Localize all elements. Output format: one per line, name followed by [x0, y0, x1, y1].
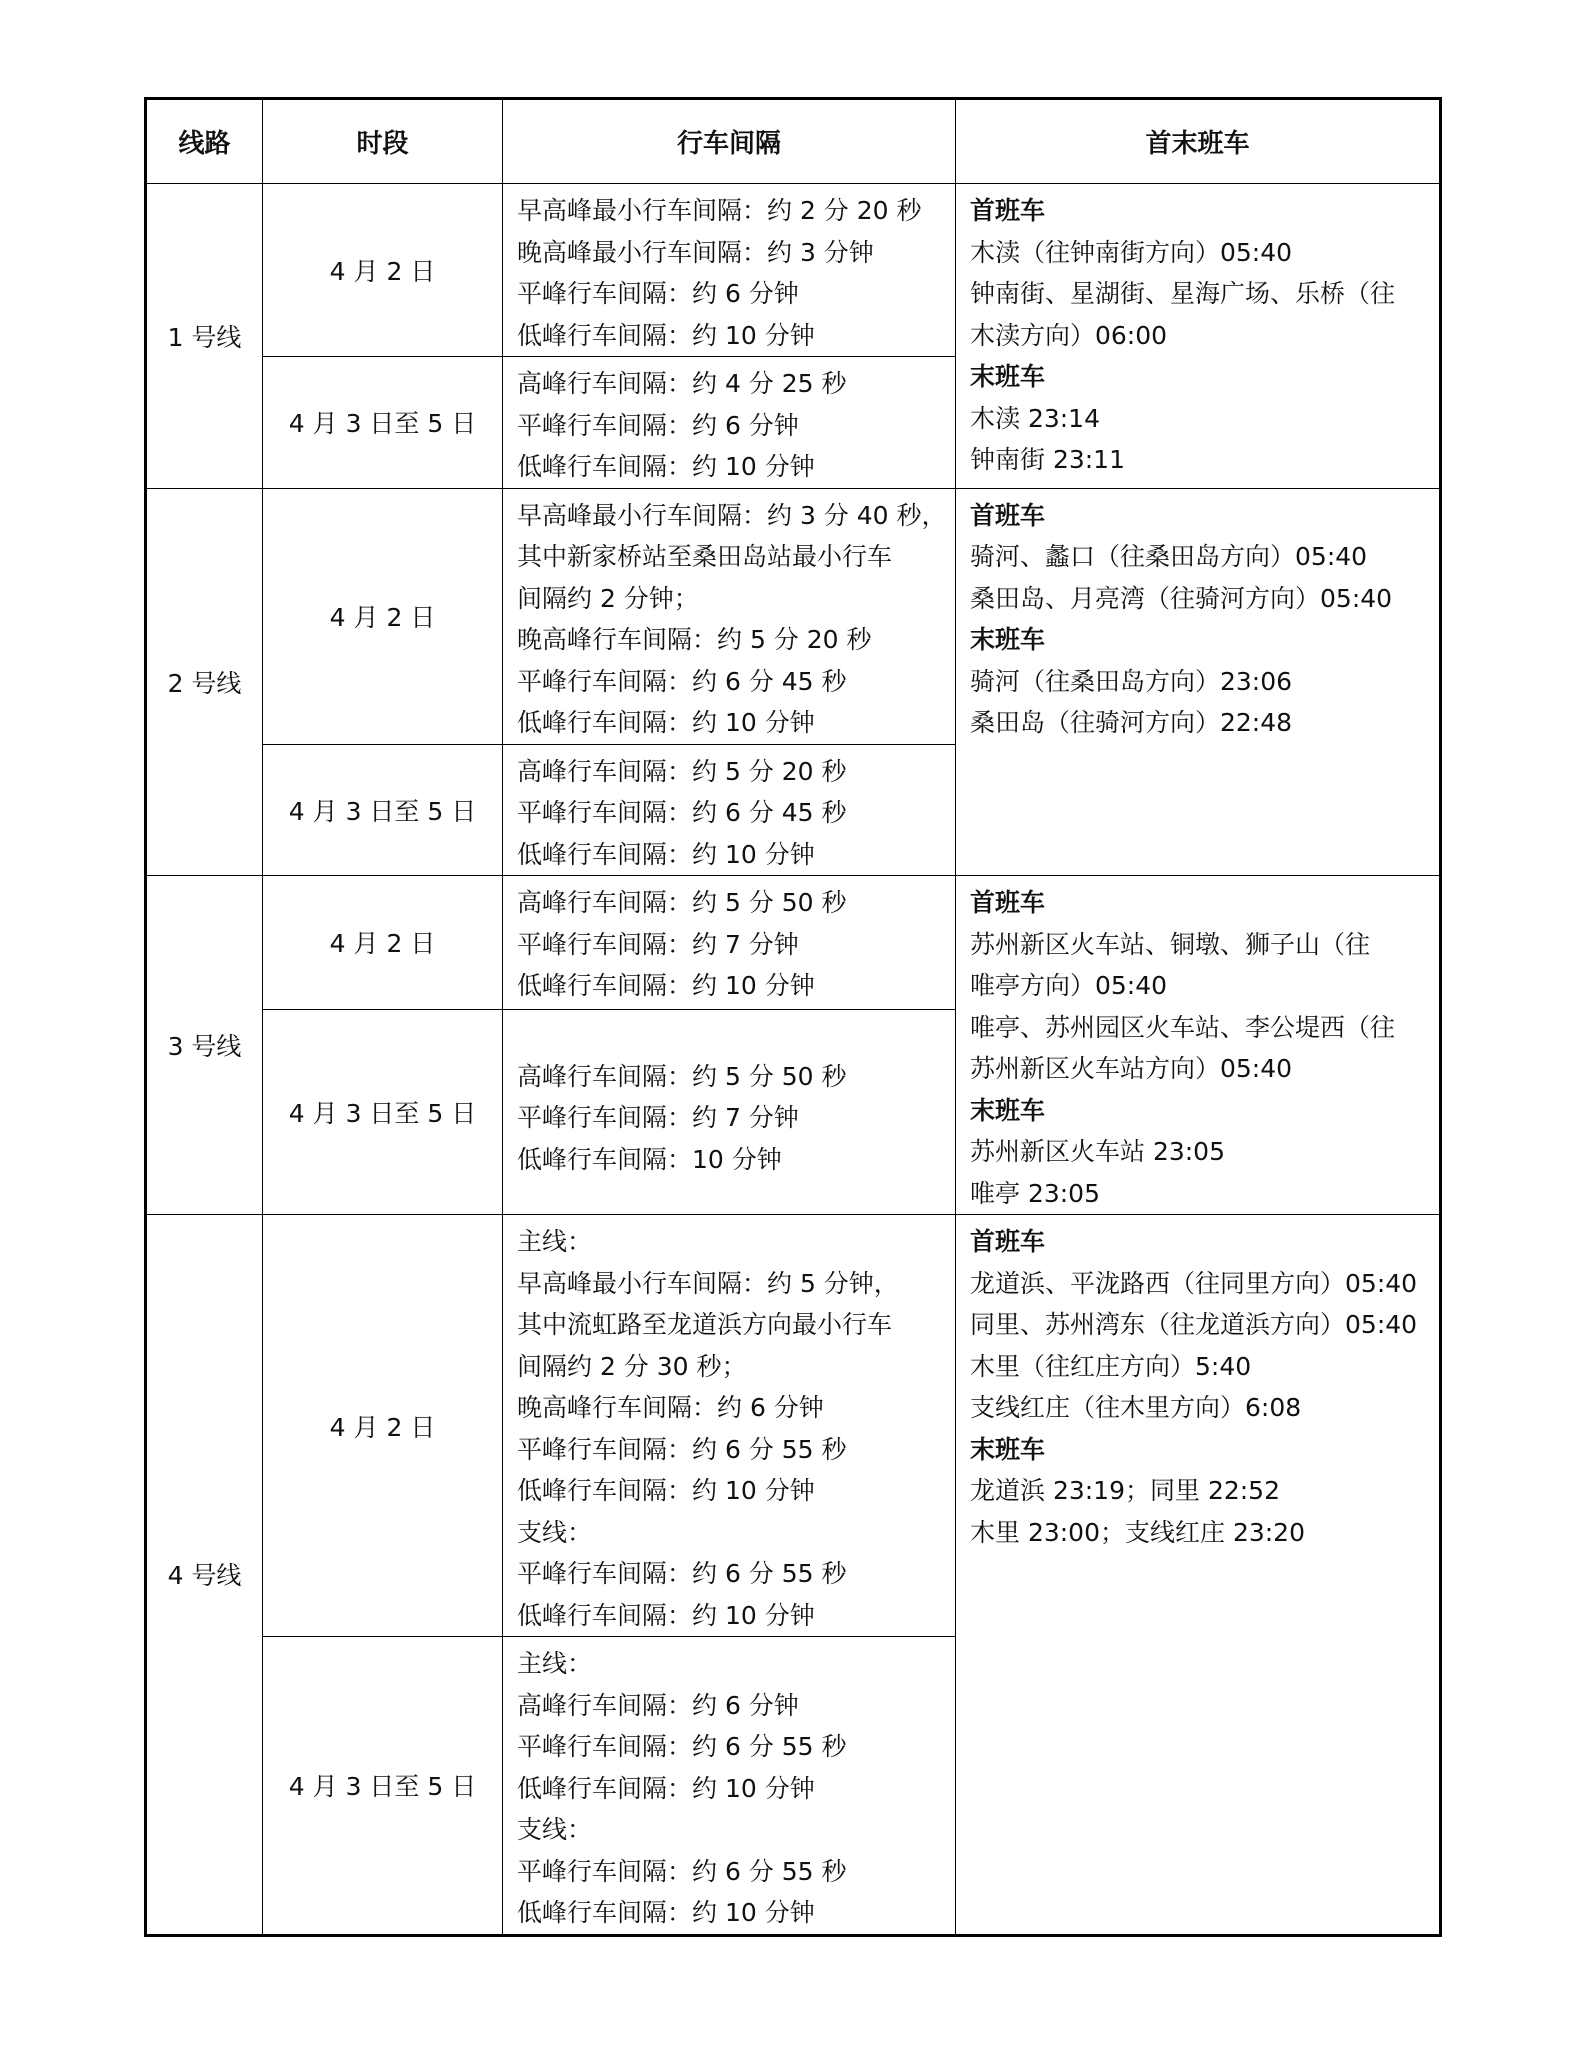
- interval-line: 支线：: [517, 1517, 593, 1547]
- period-label: 4 月 2 日: [263, 1215, 503, 1637]
- interval-line: 晚高峰行车间隔：约 6 分钟: [517, 1393, 824, 1422]
- interval-line: 间隔约 2 分钟；: [517, 583, 699, 613]
- interval-cell: [503, 1637, 956, 1936]
- interval-line: 低峰行车间隔：约 10 分钟: [517, 971, 815, 1000]
- interval-line: 平峰行车间隔：约 7 分钟: [517, 929, 799, 959]
- service-cell: [956, 876, 1441, 1215]
- service-line: 木渎 23:14: [970, 403, 1100, 433]
- interval-line: 低峰行车间隔：约 10 分钟: [517, 1476, 815, 1505]
- service-line: 苏州新区火车站方向）05:40: [970, 1054, 1293, 1083]
- interval-line: 低峰行车间隔：约 10 分钟: [517, 839, 815, 869]
- interval-line: 主线：: [517, 1227, 593, 1256]
- interval-line: 平峰行车间隔：约 6 分 55 秒: [517, 1732, 847, 1761]
- header-period: 时段: [263, 99, 503, 184]
- interval-line: 其中新家桥站至桑田岛站最小行车: [517, 542, 893, 571]
- header-row: [146, 99, 1441, 184]
- interval-line: 低峰行车间隔：约 10 分钟: [517, 1600, 815, 1630]
- interval-line: 平峰行车间隔：约 6 分 55 秒: [517, 1559, 847, 1588]
- service-cell: [956, 184, 1441, 489]
- line-name: 3 号线: [146, 876, 263, 1215]
- period-label: 4 月 2 日: [263, 488, 503, 744]
- interval-cell: [503, 184, 956, 357]
- service-heading: 首班车: [970, 888, 1046, 917]
- interval-line: 高峰行车间隔：约 4 分 25 秒: [517, 369, 847, 398]
- interval-line: 平峰行车间隔：约 6 分钟: [517, 410, 799, 440]
- service-line: 苏州新区火车站、铜墩、狮子山（往: [970, 929, 1371, 959]
- schedule-table: [144, 97, 1442, 1937]
- interval-line: 早高峰最小行车间隔：约 5 分钟，: [517, 1268, 899, 1298]
- schedule-body: [146, 184, 1441, 1936]
- period-label: 4 月 2 日: [263, 876, 503, 1010]
- service-line: 骑河、蠡口（往桑田岛方向）05:40: [970, 542, 1368, 571]
- service-heading: 首班车: [970, 500, 1046, 530]
- interval-line: 早高峰最小行车间隔：约 3 分 40 秒，: [517, 500, 947, 530]
- interval-line: 高峰行车间隔：约 5 分 50 秒: [517, 888, 847, 917]
- interval-line: 早高峰最小行车间隔：约 2 分 20 秒: [517, 196, 922, 225]
- interval-line: 间隔约 2 分 30 秒；: [517, 1351, 747, 1381]
- service-line: 唯亭、苏州园区火车站、李公堤西（往: [970, 1012, 1396, 1042]
- service-line: 钟南街 23:11: [970, 445, 1125, 474]
- interval-line: 低峰行车间隔：约 10 分钟: [517, 452, 815, 481]
- service-heading: 首班车: [970, 196, 1046, 225]
- service-cell: [956, 1215, 1441, 1936]
- header-interval: 行车间隔: [503, 99, 956, 184]
- interval-line: 平峰行车间隔：约 6 分 55 秒: [517, 1856, 847, 1886]
- interval-cell: [503, 357, 956, 489]
- interval-line: 平峰行车间隔：约 6 分 45 秒: [517, 666, 847, 696]
- service-line: 苏州新区火车站 23:05: [970, 1137, 1225, 1166]
- service-line: 唯亭方向）05:40: [970, 971, 1168, 1000]
- period-label: 4 月 3 日至 5 日: [263, 357, 503, 489]
- period-label: 4 月 3 日至 5 日: [263, 744, 503, 876]
- service-heading: 首班车: [970, 1227, 1046, 1256]
- header-service: 首末班车: [956, 99, 1441, 184]
- service-line: 龙道浜 23:19；同里 22:52: [970, 1476, 1280, 1505]
- period-label: 4 月 3 日至 5 日: [263, 1009, 503, 1214]
- period-row: [146, 876, 1441, 1010]
- period-label: 4 月 3 日至 5 日: [263, 1637, 503, 1936]
- interval-line: 平峰行车间隔：约 6 分钟: [517, 279, 799, 308]
- line-name: 1 号线: [146, 184, 263, 489]
- service-cell: [956, 488, 1441, 876]
- line-name: 4 号线: [146, 1215, 263, 1936]
- interval-line: 低峰行车间隔：约 10 分钟: [517, 320, 815, 350]
- interval-line: 支线：: [517, 1815, 593, 1844]
- interval-line: 主线：: [517, 1649, 593, 1678]
- interval-cell: [503, 1009, 956, 1214]
- interval-line: 低峰行车间隔：约 10 分钟: [517, 708, 815, 737]
- service-line: 钟南街、星湖街、星海广场、乐桥（往: [970, 279, 1396, 308]
- service-line: 木渎方向）06:00: [970, 320, 1168, 350]
- service-line: 支线红庄（往木里方向）6:08: [970, 1393, 1302, 1422]
- service-line: 同里、苏州湾东（往龙道浜方向）05:40: [970, 1310, 1418, 1339]
- interval-cell: [503, 876, 956, 1010]
- period-row: [146, 1215, 1441, 1637]
- service-heading: 末班车: [970, 625, 1046, 654]
- interval-line: 高峰行车间隔：约 5 分 20 秒: [517, 756, 847, 786]
- service-line: 唯亭 23:05: [970, 1178, 1100, 1208]
- period-label: 4 月 2 日: [263, 184, 503, 357]
- service-heading: 末班车: [970, 1095, 1046, 1125]
- interval-line: 平峰行车间隔：约 6 分 55 秒: [517, 1434, 847, 1464]
- line-name: 2 号线: [146, 488, 263, 876]
- interval-cell: [503, 488, 956, 744]
- interval-line: 平峰行车间隔：约 6 分 45 秒: [517, 798, 847, 827]
- service-heading: 末班车: [970, 362, 1046, 391]
- interval-line: 低峰行车间隔：10 分钟: [517, 1144, 782, 1174]
- header-line: 线路: [146, 99, 263, 184]
- spacer: [517, 1016, 955, 1056]
- service-line: 木里 23:00；支线红庄 23:20: [970, 1517, 1305, 1547]
- service-heading: 末班车: [970, 1434, 1046, 1464]
- period-row: [146, 184, 1441, 357]
- interval-line: 低峰行车间隔：约 10 分钟: [517, 1773, 815, 1803]
- interval-line: 晚高峰行车间隔：约 5 分 20 秒: [517, 625, 872, 654]
- interval-line: 高峰行车间隔：约 6 分钟: [517, 1690, 799, 1720]
- interval-line: 低峰行车间隔：约 10 分钟: [517, 1898, 815, 1927]
- interval-line: 晚高峰最小行车间隔：约 3 分钟: [517, 237, 874, 267]
- interval-cell: [503, 1215, 956, 1637]
- service-line: 木渎（往钟南街方向）05:40: [970, 237, 1293, 267]
- service-line: 桑田岛、月亮湾（往骑河方向）05:40: [970, 583, 1393, 613]
- interval-line: 其中流虹路至龙道浜方向最小行车: [517, 1310, 893, 1339]
- period-row: [146, 488, 1441, 744]
- service-line: 桑田岛（往骑河方向）22:48: [970, 708, 1293, 737]
- service-line: 龙道浜、平泷路西（往同里方向）05:40: [970, 1268, 1418, 1298]
- service-line: 木里（往红庄方向）5:40: [970, 1351, 1252, 1381]
- interval-line: 高峰行车间隔：约 5 分 50 秒: [517, 1061, 847, 1091]
- interval-line: 平峰行车间隔：约 7 分钟: [517, 1103, 799, 1133]
- interval-cell: [503, 744, 956, 876]
- service-line: 骑河（往桑田岛方向）23:06: [970, 666, 1293, 696]
